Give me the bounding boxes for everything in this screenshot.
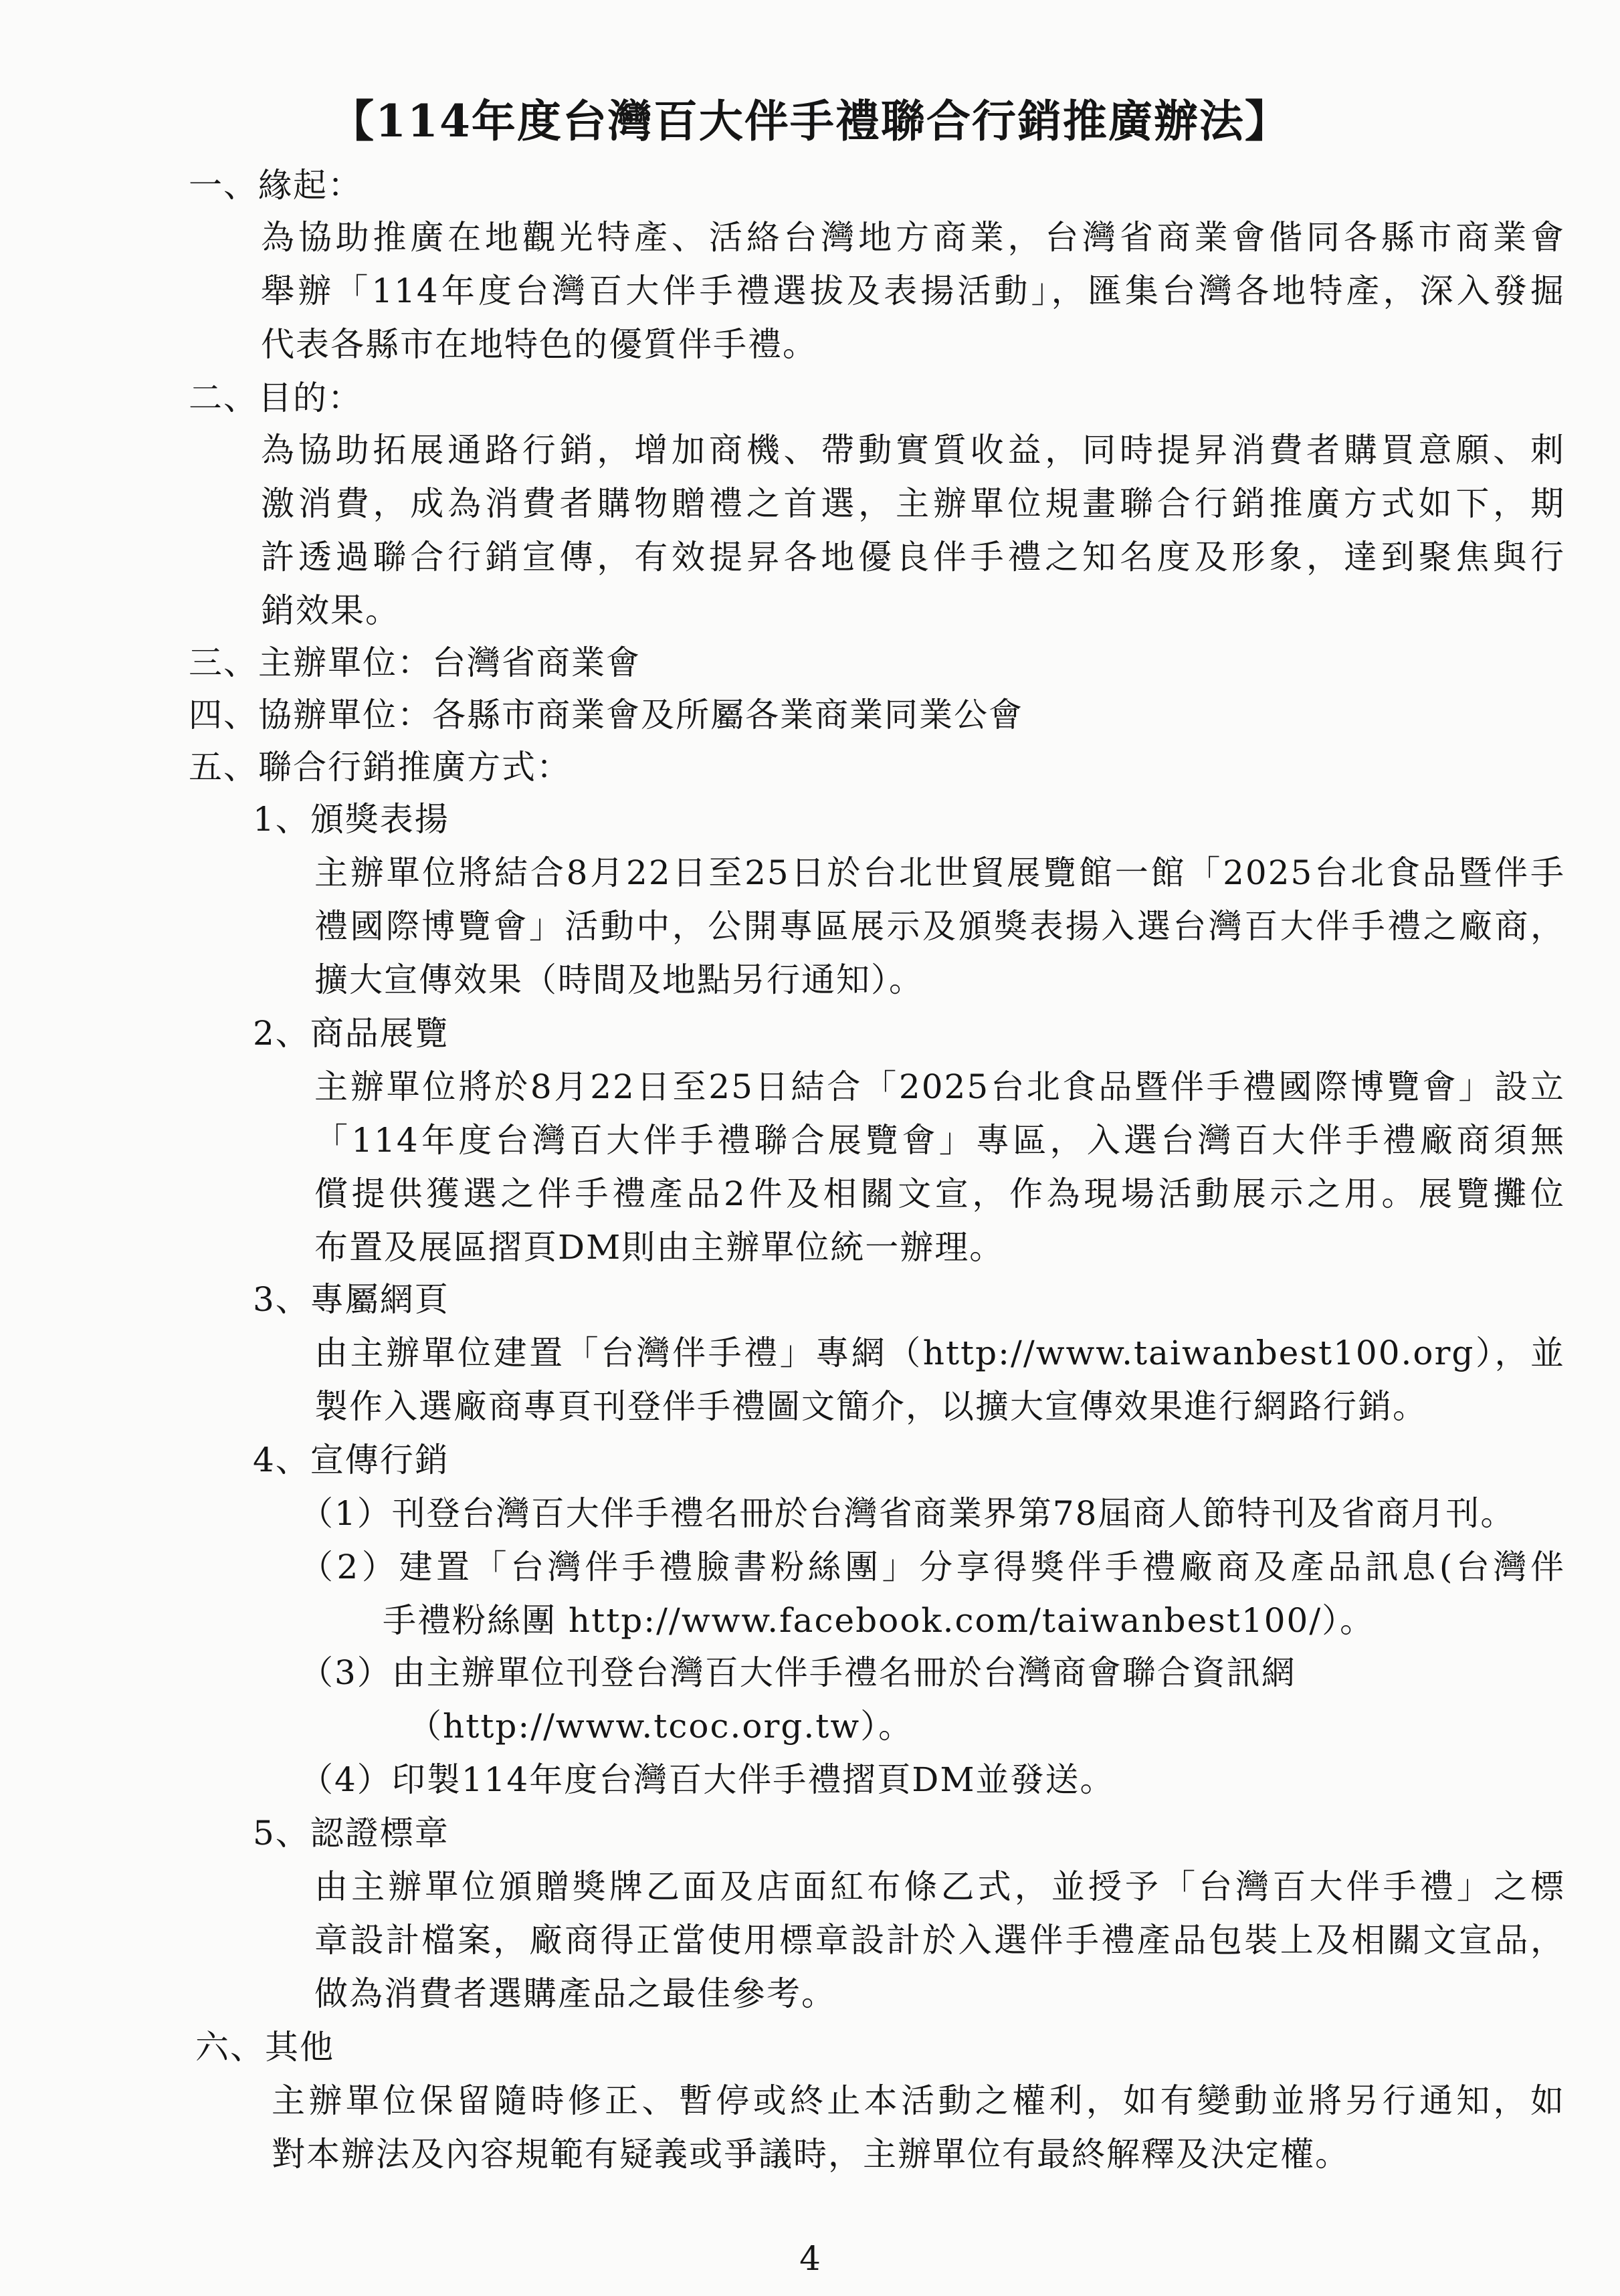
section-heading: 六、其他: [195, 2028, 334, 2067]
paragraph-line: 由主辦單位頒贈獎牌乙面及店面紅布條乙式，並授予「台灣百大伴手禮」之標: [314, 1867, 1565, 1906]
item-heading: 5、認證標章: [253, 1814, 449, 1853]
list-item-continuation: 手禮粉絲團 http://www.facebook.com/taiwanbest100/）。: [383, 1601, 1375, 1640]
paragraph-line: 由主辦單位建置「台灣伴手禮」專網（http://www.taiwanbest100.org），並: [314, 1334, 1565, 1372]
item-heading: 4、宣傳行銷: [253, 1441, 449, 1479]
list-item: （1）刊登台灣百大伴手禮名冊於台灣省商業界第78屆商人節特刊及省商月刊。: [300, 1494, 1516, 1533]
list-item-continuation: （http://www.tcoc.org.tw）。: [408, 1707, 914, 1746]
paragraph-line: 許透過聯合行銷宣傳，有效提昇各地優良伴手禮之知名度及形象，達到聚焦與行: [261, 538, 1565, 577]
paragraph-line: 製作入選廠商專頁刊登伴手禮圖文簡介，以擴大宣傳效果進行網路行銷。: [314, 1387, 1427, 1426]
item-heading: 1、頒獎表揚: [253, 800, 449, 839]
document-title: 【114年度台灣百大伴手禮聯合行銷推廣辦法】: [330, 95, 1290, 147]
paragraph-line: 對本辦法及內容規範有疑義或爭議時，主辦單位有最終解釋及決定權。: [272, 2135, 1350, 2174]
paragraph-line: 舉辦「114年度台灣百大伴手禮選拔及表揚活動」，匯集台灣各地特產，深入發掘: [261, 272, 1565, 310]
item-heading: 3、專屬網頁: [253, 1280, 449, 1319]
section-heading: 一、緣起：: [189, 166, 363, 205]
list-item: （3）由主辦單位刊登台灣百大伴手禮名冊於台灣商會聯合資訊網: [300, 1653, 1296, 1692]
paragraph-line: 為協助推廣在地觀光特產、活絡台灣地方商業，台灣省商業會偕同各縣市商業會: [261, 218, 1565, 257]
paragraph-line: 銷效果。: [261, 591, 400, 630]
section-heading: 四、協辦單位：各縣市商業會及所屬各業商業同業公會: [189, 696, 1023, 734]
item-heading: 2、商品展覽: [253, 1014, 449, 1053]
list-item: （2）建置「台灣伴手禮臉書粉絲團」分享得獎伴手禮廠商及產品訊息(台灣伴: [300, 1548, 1565, 1586]
page-number: 4: [799, 2239, 821, 2278]
paragraph-line: 主辦單位保留隨時修正、暫停或終止本活動之權利，如有變動並將另行通知，如: [272, 2081, 1565, 2120]
paragraph-line: 擴大宣傳效果（時間及地點另行通知）。: [314, 960, 924, 999]
paragraph-line: 激消費，成為消費者購物贈禮之首選，主辦單位規畫聯合行銷推廣方式如下，期: [261, 484, 1565, 523]
section-heading: 三、主辦單位：台灣省商業會: [189, 643, 641, 682]
paragraph-line: 做為消費者選購產品之最佳參考。: [314, 1974, 836, 2013]
paragraph-line: 代表各縣市在地特色的優質伴手禮。: [261, 325, 817, 364]
section-heading: 二、目的：: [189, 379, 363, 417]
paragraph-line: 主辦單位將於8月22日至25日結合「2025台北食品暨伴手禮國際博覽會」設立: [314, 1067, 1565, 1106]
section-heading: 五、聯合行銷推廣方式：: [189, 748, 571, 787]
paragraph-line: 「114年度台灣百大伴手禮聯合展覽會」專區，入選台灣百大伴手禮廠商須無: [314, 1121, 1565, 1160]
paragraph-line: 主辦單位將結合8月22日至25日於台北世貿展覽館一館「2025台北食品暨伴手: [314, 853, 1565, 892]
paragraph-line: 章設計檔案，廠商得正當使用標章設計於入選伴手禮產品包裝上及相關文宣品，: [314, 1921, 1565, 1960]
paragraph-line: 禮國際博覽會」活動中，公開專區展示及頒獎表揚入選台灣百大伴手禮之廠商，: [314, 907, 1565, 946]
list-item: （4）印製114年度台灣百大伴手禮摺頁DM並發送。: [300, 1760, 1115, 1799]
paragraph-line: 為協助拓展通路行銷，增加商機、帶動實質收益，同時提昇消費者購買意願、刺: [261, 431, 1565, 469]
paragraph-line: 布置及展區摺頁DM則由主辦單位統一辦理。: [314, 1228, 1005, 1267]
paragraph-line: 償提供獲選之伴手禮產品2件及相關文宣，作為現場活動展示之用。展覽攤位: [314, 1174, 1565, 1213]
